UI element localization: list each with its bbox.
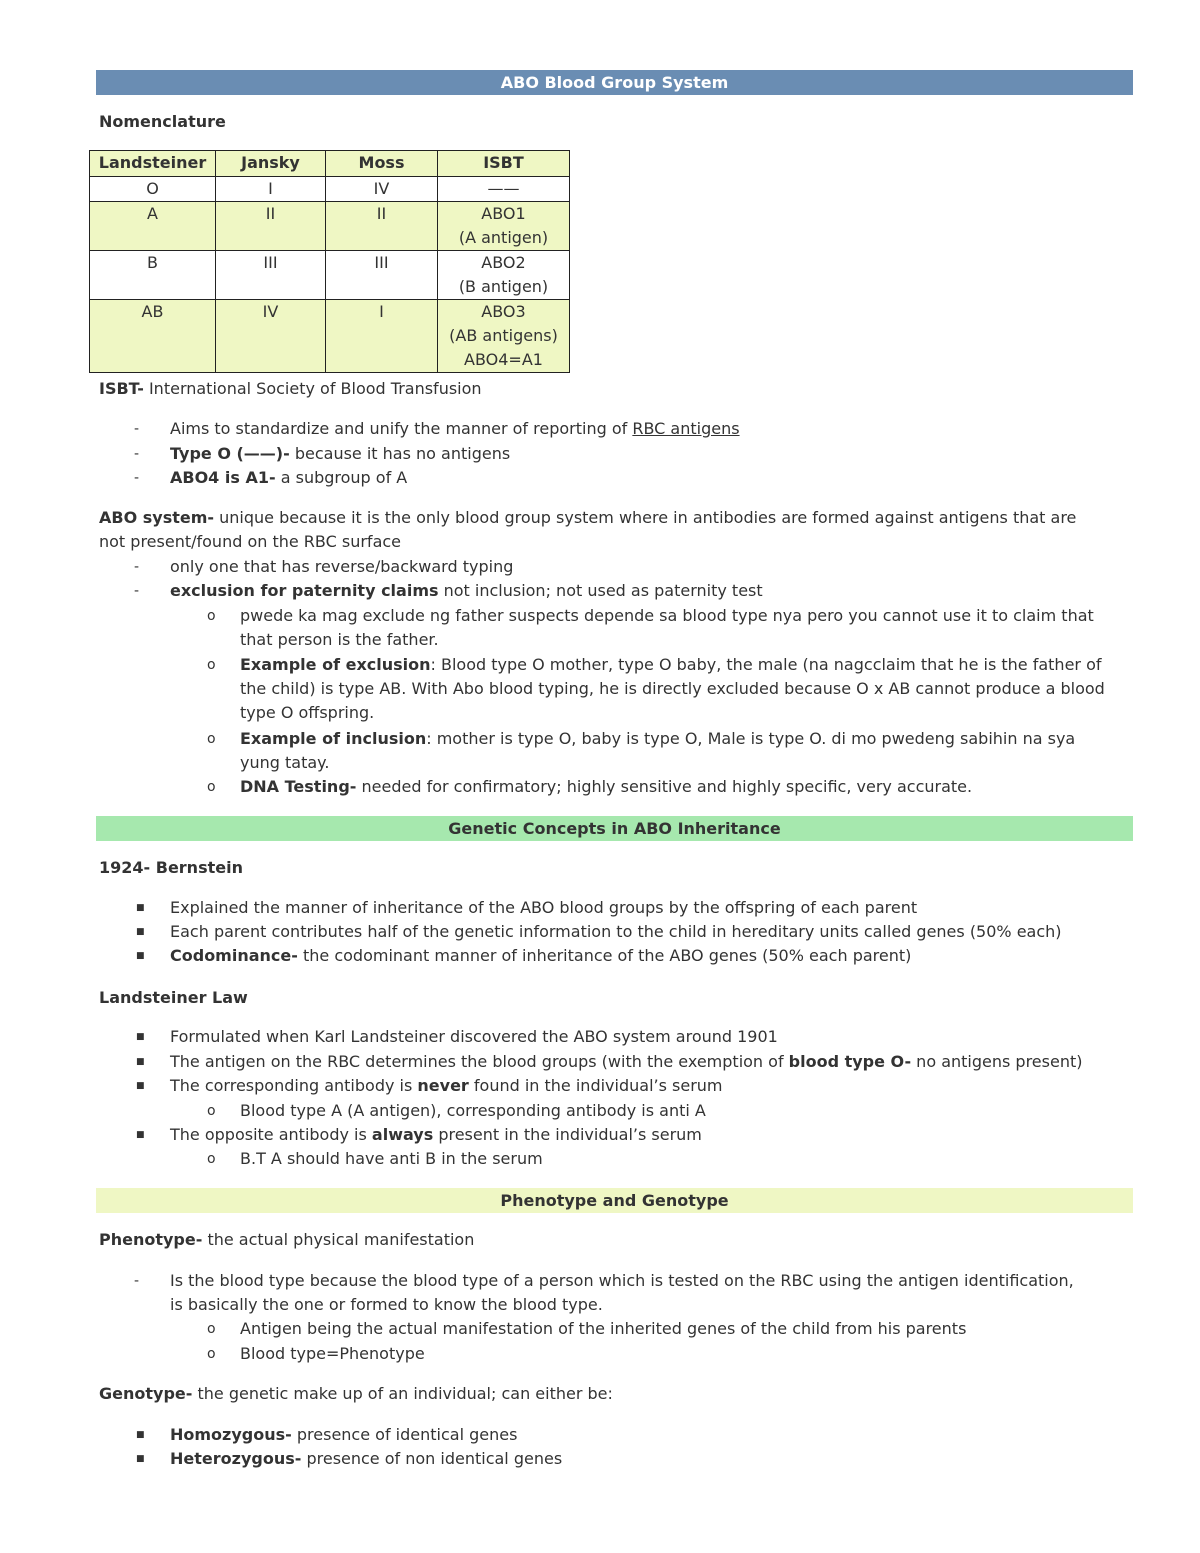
- isbt-def: International Society of Blood Transfusion: [143, 379, 482, 398]
- list-item: [240, 727, 1120, 775]
- table-cell: A: [90, 202, 216, 251]
- table-cell: I: [216, 177, 326, 202]
- table-cell: ——: [438, 177, 570, 202]
- list-item-text: The corresponding antibody is: [170, 1076, 418, 1095]
- list-item-text: the codominant manner of inheritance of the ABO genes (50% each parent): [297, 946, 912, 965]
- list-item: Is the blood type because the blood type of a person which is tested on the RBC using the antigen identification, is basically the one or formed to know the blood type.: [170, 1271, 1074, 1314]
- square-bullet-icon: ■: [136, 1081, 145, 1091]
- column-header-moss: Moss: [326, 151, 438, 177]
- list-item: [170, 579, 1120, 603]
- list-item: Blood type=Phenotype: [240, 1344, 425, 1363]
- table-cell: IV: [216, 300, 326, 373]
- genotype-definition: [99, 1382, 1109, 1406]
- table-cell: AB: [90, 300, 216, 373]
- table-cell: III: [216, 251, 326, 300]
- list-item-text: The opposite antibody is: [170, 1125, 372, 1144]
- square-bullet-icon: ■: [136, 1032, 145, 1042]
- circle-bullet-icon: o: [207, 1103, 216, 1119]
- list-item: [170, 466, 1120, 490]
- column-header-isbt: ISBT: [438, 151, 570, 177]
- list-item-text: presence of identical genes: [291, 1425, 518, 1444]
- nomenclature-table: [89, 150, 570, 373]
- dash-bullet-icon: -: [134, 470, 140, 486]
- list-item: [170, 944, 1120, 968]
- section-banner-phenotype-genotype: Phenotype and Genotype: [96, 1188, 1133, 1213]
- circle-bullet-icon: o: [207, 1151, 216, 1167]
- list-item: Antigen being the actual manifestation of the inherited genes of the child from his parents: [240, 1319, 967, 1338]
- square-bullet-icon: ■: [136, 1130, 145, 1140]
- column-header-jansky: Jansky: [216, 151, 326, 177]
- list-item: Each parent contributes half of the genetic information to the child in hereditary units called genes (50% each): [170, 922, 1062, 941]
- circle-bullet-icon: o: [207, 1346, 216, 1362]
- list-item-term: Heterozygous-: [170, 1449, 302, 1468]
- list-item: Blood type A (A antigen), corresponding antibody is anti A: [240, 1101, 706, 1120]
- section-banner-genetic-concepts: Genetic Concepts in ABO Inheritance: [96, 816, 1133, 841]
- list-item-text: no antigens present): [911, 1052, 1083, 1071]
- list-item-term: Type O (——)-: [170, 444, 290, 463]
- table-cell: [438, 202, 570, 251]
- table-row: [90, 202, 570, 251]
- list-item-text: Aims to standardize and unify the manner of reporting of: [170, 419, 633, 438]
- list-item: [170, 1123, 1120, 1147]
- cell-line: ABO2: [481, 253, 526, 272]
- list-item-text: a subgroup of A: [275, 468, 408, 487]
- list-item-text: needed for confirmatory; highly sensitive and highly specific, very accurate.: [356, 777, 973, 796]
- dash-bullet-icon: -: [134, 446, 140, 462]
- list-item: [240, 775, 1120, 799]
- list-item-text: : Blood type O mother, type O baby, the male (na nagcclaim that he is the father of the child) is type AB. With Abo blood typing, he is directly excluded because O x AB cannot produce a blood type O offspring.: [240, 655, 1105, 722]
- nomenclature-heading: Nomenclature: [99, 112, 226, 131]
- section-banner-abo-blood-group-system: ABO Blood Group System: [96, 70, 1133, 95]
- table-cell: I: [326, 300, 438, 373]
- dash-bullet-icon: -: [134, 559, 140, 575]
- list-item-text: : mother is type O, baby is type O, Male is type O. di mo pwedeng sabihin na sya yung tatay.: [240, 729, 1076, 772]
- table-cell: III: [326, 251, 438, 300]
- list-item-term: Codominance-: [170, 946, 298, 965]
- square-bullet-icon: ■: [136, 1430, 145, 1440]
- list-item: [170, 1423, 1120, 1447]
- cell-line: ABO3: [481, 302, 526, 321]
- square-bullet-icon: ■: [136, 1057, 145, 1067]
- list-item: Explained the manner of inheritance of the ABO blood groups by the offspring of each parent: [170, 898, 918, 917]
- list-item: [170, 1050, 1120, 1074]
- square-bullet-icon: ■: [136, 951, 145, 961]
- table-header-row: [90, 151, 570, 177]
- bernstein-heading: 1924- Bernstein: [99, 858, 243, 877]
- circle-bullet-icon: o: [207, 608, 216, 624]
- list-item: [170, 417, 1120, 441]
- phenotype-definition: [99, 1228, 1109, 1252]
- list-item-text: because it has no antigens: [289, 444, 511, 463]
- list-item-term: Example of exclusion: [240, 655, 431, 674]
- square-bullet-icon: ■: [136, 1454, 145, 1464]
- list-item-text: The antigen on the RBC determines the blood groups (with the exemption of: [170, 1052, 789, 1071]
- table-cell: [438, 251, 570, 300]
- landsteiner-law-heading: Landsteiner Law: [99, 988, 248, 1007]
- rbc-antigens-text: RBC antigens: [632, 419, 740, 438]
- list-item: [240, 653, 1120, 725]
- list-item: only one that has reverse/backward typing: [170, 557, 514, 576]
- cell-line: (AB antigens): [449, 326, 558, 345]
- list-item: pwede ka mag exclude ng father suspects depende sa blood type nya pero you cannot use it to claim that that person is the father.: [240, 606, 1094, 649]
- square-bullet-icon: ■: [136, 927, 145, 937]
- dash-bullet-icon: -: [134, 583, 140, 599]
- list-item-text: not inclusion; not used as paternity test: [438, 581, 763, 600]
- abo-term: ABO system-: [99, 508, 215, 527]
- list-item-term: Homozygous-: [170, 1425, 292, 1444]
- cell-line: (A antigen): [458, 228, 549, 247]
- table-cell: B: [90, 251, 216, 300]
- list-item-term: DNA Testing-: [240, 777, 357, 796]
- column-header-landsteiner: Landsteiner: [90, 151, 216, 177]
- genotype-def: the genetic make up of an individual; can either be:: [192, 1384, 613, 1403]
- cell-line: (B antigen): [458, 277, 549, 296]
- abo-def: unique because it is the only blood group system where in antibodies are formed against antigens that are not present/found on the RBC surface: [99, 508, 1077, 551]
- list-item-term: ABO4 is A1-: [170, 468, 276, 487]
- list-item-text: present in the individual’s serum: [433, 1125, 702, 1144]
- circle-bullet-icon: o: [207, 1321, 216, 1337]
- table-cell: O: [90, 177, 216, 202]
- phenotype-term: Phenotype-: [99, 1230, 203, 1249]
- list-item-text: found in the individual’s serum: [468, 1076, 723, 1095]
- abo-system-definition: [99, 506, 1099, 554]
- dash-bullet-icon: -: [134, 1273, 140, 1289]
- square-bullet-icon: ■: [136, 903, 145, 913]
- genotype-term: Genotype-: [99, 1384, 193, 1403]
- table-cell: II: [216, 202, 326, 251]
- dash-bullet-icon: -: [134, 421, 140, 437]
- list-item-term: Example of inclusion: [240, 729, 427, 748]
- list-item: [170, 442, 1120, 466]
- list-item-text: presence of non identical genes: [301, 1449, 563, 1468]
- table-cell: II: [326, 202, 438, 251]
- list-item: [170, 1074, 1120, 1098]
- table-row: [90, 177, 570, 202]
- cell-line: ABO4=A1: [464, 350, 543, 369]
- phenotype-def: the actual physical manifestation: [202, 1230, 475, 1249]
- table-cell: [438, 300, 570, 373]
- table-row: [90, 251, 570, 300]
- list-item-term: exclusion for paternity claims: [170, 581, 439, 600]
- cell-line: ABO1: [481, 204, 526, 223]
- circle-bullet-icon: o: [207, 657, 216, 673]
- table-row: [90, 300, 570, 373]
- table-cell: IV: [326, 177, 438, 202]
- isbt-term: ISBT-: [99, 379, 144, 398]
- list-item: Formulated when Karl Landsteiner discovered the ABO system around 1901: [170, 1027, 778, 1046]
- list-item-term: always: [371, 1125, 434, 1144]
- list-item-term: never: [417, 1076, 469, 1095]
- circle-bullet-icon: o: [207, 779, 216, 795]
- list-item-term: blood type O-: [788, 1052, 912, 1071]
- isbt-definition: [99, 377, 1109, 401]
- list-item: B.T A should have anti B in the serum: [240, 1149, 543, 1168]
- list-item: [170, 1447, 1120, 1471]
- circle-bullet-icon: o: [207, 731, 216, 747]
